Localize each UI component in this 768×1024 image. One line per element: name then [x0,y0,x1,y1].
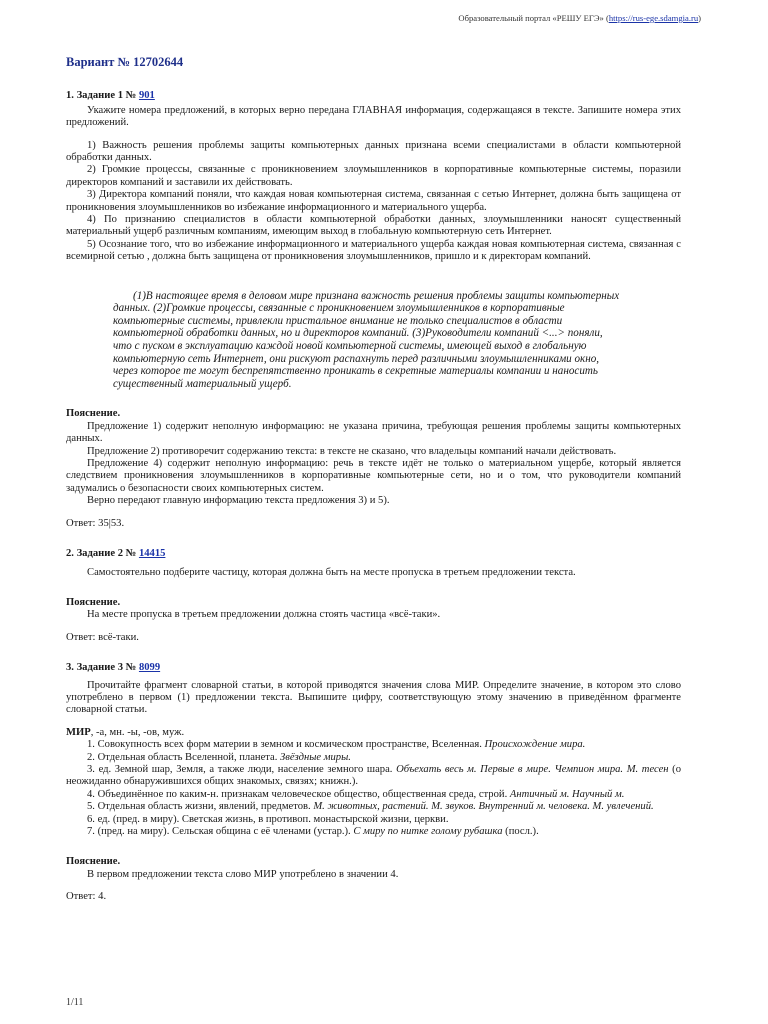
meaning-2-example: Звёздные миры. [280,751,351,763]
task-2-link[interactable]: 14415 [138,548,166,560]
meaning-1-text: 1. Совокупность всех форм материи в земном и космическом пространстве, Вселенная. [87,739,482,751]
meaning-6-text: 6. ед. (пред. в миру). Светская жизнь, в противоп. монастырской жизни, церкви. [87,813,449,825]
task-1-source-text: (1)В настоящее время в деловом мире признана важность решения проблемы защиты компьютерных данных. (2)Громкие процессы, связанные с проникновением злоумышленников в корпоративные компьютерные системы, привлекли пристальное внимание не только специалистов в области компьютерной обработки данных, но и директоров компаний. (3)Руководители компаний <...> поняли, что с пуском в эксплуатацию каждой новой компьютерной системы, имеющей выход в глобальную компьютерную сеть Интернет, они рискуют распахнуть перед различными злоумышленниками окно, через которое те могут беспрепятственно проникать в секретные материалы компании и наносить существенный материальный ущерб. [113,289,620,390]
meaning-3 [66,764,681,789]
task-1-option-5: 5) Осознание того, что во избежание информационного и материального ущерба каждая новая компьютерная система, связанная с всемирной сетью , должна быть защищена от проникновения злоумышленников, пришло и к директорам компаний. [66,238,681,263]
dictionary-grammar: , -а, мн. -ы, -ов, муж. [90,726,185,738]
meaning-2 [66,752,681,764]
task-2-prompt: Самостоятельно подберите частицу, которая должна быть на месте пропуска в третьем предложении текста. [87,566,576,578]
meaning-1-example: Происхождение мира. [484,739,586,751]
task-1-link[interactable]: 901 [138,90,155,102]
meaning-7-text: 7. (пред. на миру). Сельская община с её членами (устар.). [87,826,351,837]
task-3-link[interactable]: 8099 [138,662,161,674]
task-1-explanation-4: Верно передают главную информацию текста предложения 3) и 5). [87,495,390,507]
portal-name: Образовательный портал «РЕШУ ЕГЭ» ( [458,13,609,23]
meaning-4-text: 4. Объединённое по каким-н. признакам человеческое общество, общественная среда, строй. [87,788,508,800]
task-2-explanation-heading: Пояснение. [66,596,121,608]
task-1 [66,90,681,530]
meaning-5 [66,801,681,813]
meaning-7 [66,826,681,838]
task-3-prompt: Прочитайте фрагмент словарной статьи, в которой приводятся значения слова МИР. Определите значение, в котором это слово употреблено в первом (1) предложении текста. Выпишите цифру, соответствующую этому значению в приведённом фрагменте словарной статьи. [66,679,681,716]
task-3-answer: Ответ: 4. [66,891,107,903]
task-3-explanation-heading: Пояснение. [66,856,121,868]
meaning-5-text: 5. Отдельная область жизни, явлений, предметов. [87,801,311,813]
task-3 [66,662,681,904]
meaning-3-text: 3. ед. Земной шар, Земля, а также люди, население земного шара. [87,763,393,775]
task-1-option-2: 2) Громкие процессы, связанные с проникновением злоумышленников в корпоративные компьютерные системы, поразили директоров компаний и заставили их действовать. [66,164,681,188]
task-3-title [66,662,681,674]
meaning-5-example: М. животных, растений. М. звуков. Внутренний м. человека. М. увлечений. [313,801,654,813]
meaning-3-example: Объехать весь м. Первые в мире. Чемпион мира. М. тесен [396,763,669,775]
portal-header [458,12,701,24]
task-1-answer: Ответ: 35|53. [66,517,125,529]
meaning-3-tail: (о неожиданно обнаружившихся общих знакомых, связях; книжн.). [66,763,681,788]
variant-title: Вариант № 12702644 [66,55,184,69]
task-2 [66,548,681,644]
portal-link[interactable]: https://rus-ege.sdamgia.ru [608,13,699,23]
task-1-explanation-heading: Пояснение. [66,408,121,420]
task-1-option-3: 3) Директора компаний поняли, что каждая новая компьютерная система, связанная с сетью Интернет, должна быть защищена от проникновения злоумышленников во избежание информационного и материального ущерба. [66,189,681,213]
portal-close: ) [698,13,701,23]
meaning-7-tail: (посл.). [502,826,539,837]
meaning-2-text: 2. Отдельная область Вселенной, планета. [87,751,278,763]
meaning-6 [66,814,681,826]
task-2-answer: Ответ: всё-таки. [66,631,139,643]
dictionary-entry-head [66,727,681,739]
document-body [66,56,681,904]
task-1-explanation-1: Предложение 1) содержит неполную информацию: не указана причина, требующая решения проблемы защиты компьютерных данных. [66,420,681,445]
task-3-title-prefix: 3. Задание 3 № [66,662,139,674]
meaning-4 [66,789,681,801]
task-2-explanation: На месте пропуска в третьем предложении должна стоять частица «всё-таки». [87,609,441,621]
task-1-option-1: 1) Важность решения проблемы защиты компьютерных данных признана всеми специалистами в области компьютерной обработки данных. [66,139,681,164]
meaning-1 [66,739,681,751]
task-1-title-prefix: 1. Задание 1 № [66,90,139,102]
page-number: 1/11 [66,997,84,1008]
task-1-prompt: Укажите номера предложений, в которых верно передана ГЛАВНАЯ информация, содержащаяся в тексте. Запишите номера этих предложений. [66,104,681,129]
task-1-explanation-2: Предложение 2) противоречит содержанию текста: в тексте не сказано, что владельцы компаний начали действовать. [87,445,617,457]
task-3-explanation: В первом предложении текста слово МИР употреблено в значении 4. [87,868,399,880]
meaning-7-example: С миру по нитке голому рубашка [353,826,503,837]
task-2-title [66,548,681,560]
meaning-4-example: Античный м. Научный м. [509,788,625,800]
dictionary-word: МИР [66,726,91,738]
task-2-title-prefix: 2. Задание 2 № [66,548,139,560]
task-1-explanation-3: Предложение 4) содержит неполную информацию: речь в тексте идёт не только о материальном ущербе, который является следствием проникновения злоумышленников в корпоративные компьютерные сети, но и о том, что руководители компаний задумались о безопасности своих компьютерных систем. [66,458,681,494]
task-1-option-4: 4) По признанию специалистов в области компьютерной обработки данных, злоумышленники наносят существенный материальный ущерб различным компаниям, имеющим выход в глобальную компьютерную сеть Интернет. [66,214,681,238]
task-1-title [66,90,681,102]
